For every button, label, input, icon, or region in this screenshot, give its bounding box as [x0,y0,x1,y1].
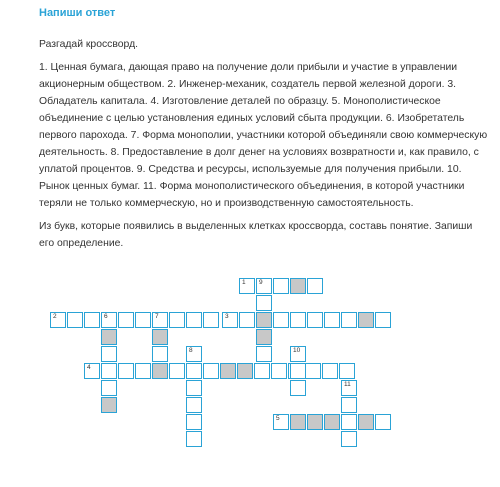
crossword-cell[interactable] [339,363,355,379]
crossword-cell[interactable] [290,312,306,328]
crossword-cell[interactable] [290,363,306,379]
crossword-cell[interactable] [186,380,202,396]
crossword-cell[interactable] [135,312,151,328]
crossword-cell[interactable] [239,312,255,328]
page-header: Напиши ответ [39,7,116,19]
crossword-cell-highlighted[interactable] [101,397,117,413]
crossword-cell[interactable] [118,312,134,328]
crossword-clue-number: 7 [155,313,159,320]
crossword-cell[interactable] [50,312,66,328]
crossword-cell[interactable] [186,312,202,328]
task-clues: 1. Ценная бумага, дающая право на получение доли прибыли и участие в управлении акционерным обществом. 2. Инженер-механик, создатель первой железной дороги. 3. Обладатель капитала. 4. Изготовление деталей по образцу. 5. Монополистическое объединение с целью установления единых условий сбыта продукции. 6. Изобретатель первого парохода. 7. Форма монополии, участники которой объединяли свою коммерческую деятельность. 8. Предоставление в долг денег на условиях возвратности и, как правило, с уплатой процентов. 9. Средства и ресурсы, используемые для получения прибыли. 10. Рынок ценных бумаг. 11. Форма монополистического объединения, в которой участники теряли не только коммерческую, но и производственную самостоятельность. [39,62,488,209]
crossword-clue-number: 4 [87,364,91,371]
crossword-cell[interactable] [67,312,83,328]
crossword-cell[interactable] [222,312,238,328]
crossword-cell-highlighted[interactable] [358,414,374,430]
crossword-cell[interactable] [169,363,185,379]
crossword-cell-highlighted[interactable] [101,329,117,345]
crossword-cell[interactable] [324,312,340,328]
crossword-cell[interactable] [169,312,185,328]
crossword-clue-number: 3 [225,313,229,320]
crossword-cell[interactable] [307,278,323,294]
crossword-cell[interactable] [290,380,306,396]
crossword-cell[interactable] [256,346,272,362]
crossword-cell[interactable] [375,312,391,328]
crossword-clue-number: 10 [293,347,301,354]
crossword-clue-number: 2 [53,313,57,320]
crossword-cell[interactable] [273,414,289,430]
crossword-cell[interactable] [101,363,117,379]
crossword-cell[interactable] [118,363,134,379]
crossword-cell[interactable] [273,278,289,294]
crossword-cell[interactable] [135,363,151,379]
crossword-cell[interactable] [186,363,202,379]
crossword-cell[interactable] [322,363,338,379]
crossword-cell[interactable] [256,278,272,294]
crossword-cell-highlighted[interactable] [290,414,306,430]
crossword-clue-number: 5 [276,415,280,422]
crossword-clue-number: 11 [344,381,351,388]
crossword-cell-highlighted[interactable] [324,414,340,430]
crossword-cell-highlighted[interactable] [256,329,272,345]
crossword-clue-number: 8 [189,347,193,354]
crossword-cell[interactable] [186,414,202,430]
crossword-cell[interactable] [273,312,289,328]
crossword-cell[interactable] [101,312,117,328]
crossword-cell[interactable] [341,380,357,396]
crossword-cell[interactable] [239,278,255,294]
crossword-cell-highlighted[interactable] [220,363,236,379]
crossword-clue-number: 6 [104,313,108,320]
crossword-cell[interactable] [307,312,323,328]
crossword-cell[interactable] [203,363,219,379]
crossword-cell[interactable] [254,363,270,379]
crossword-cell[interactable] [290,346,306,362]
task-intro: Разгадай кроссворд. [39,39,139,50]
crossword-cell-highlighted[interactable] [237,363,253,379]
crossword-cell-highlighted[interactable] [256,312,272,328]
crossword-cell[interactable] [84,312,100,328]
crossword-cell[interactable] [186,346,202,362]
crossword-cell[interactable] [375,414,391,430]
crossword-cell-highlighted[interactable] [152,329,168,345]
crossword-cell[interactable] [186,431,202,447]
crossword-cell[interactable] [341,431,357,447]
crossword-cell[interactable] [186,397,202,413]
crossword-cell-highlighted[interactable] [358,312,374,328]
crossword-cell[interactable] [152,312,168,328]
crossword-cell[interactable] [101,380,117,396]
crossword-cell[interactable] [341,414,357,430]
crossword-cell[interactable] [84,363,100,379]
crossword-clue-number: 9 [259,279,263,286]
crossword-cell[interactable] [203,312,219,328]
crossword-clue-number: 1 [242,279,246,286]
crossword-cell[interactable] [256,295,272,311]
crossword-cell[interactable] [341,397,357,413]
crossword-cell[interactable] [152,346,168,362]
crossword-cell-highlighted[interactable] [307,414,323,430]
crossword-cell-highlighted[interactable] [152,363,168,379]
task-instruction: Из букв, которые появились в выделенных клетках кроссворда, составь понятие. Запиши его определение. [39,221,473,249]
crossword-cell[interactable] [305,363,321,379]
crossword-cell[interactable] [341,312,357,328]
crossword-cell-highlighted[interactable] [290,278,306,294]
crossword-cell[interactable] [271,363,287,379]
crossword-cell[interactable] [101,346,117,362]
